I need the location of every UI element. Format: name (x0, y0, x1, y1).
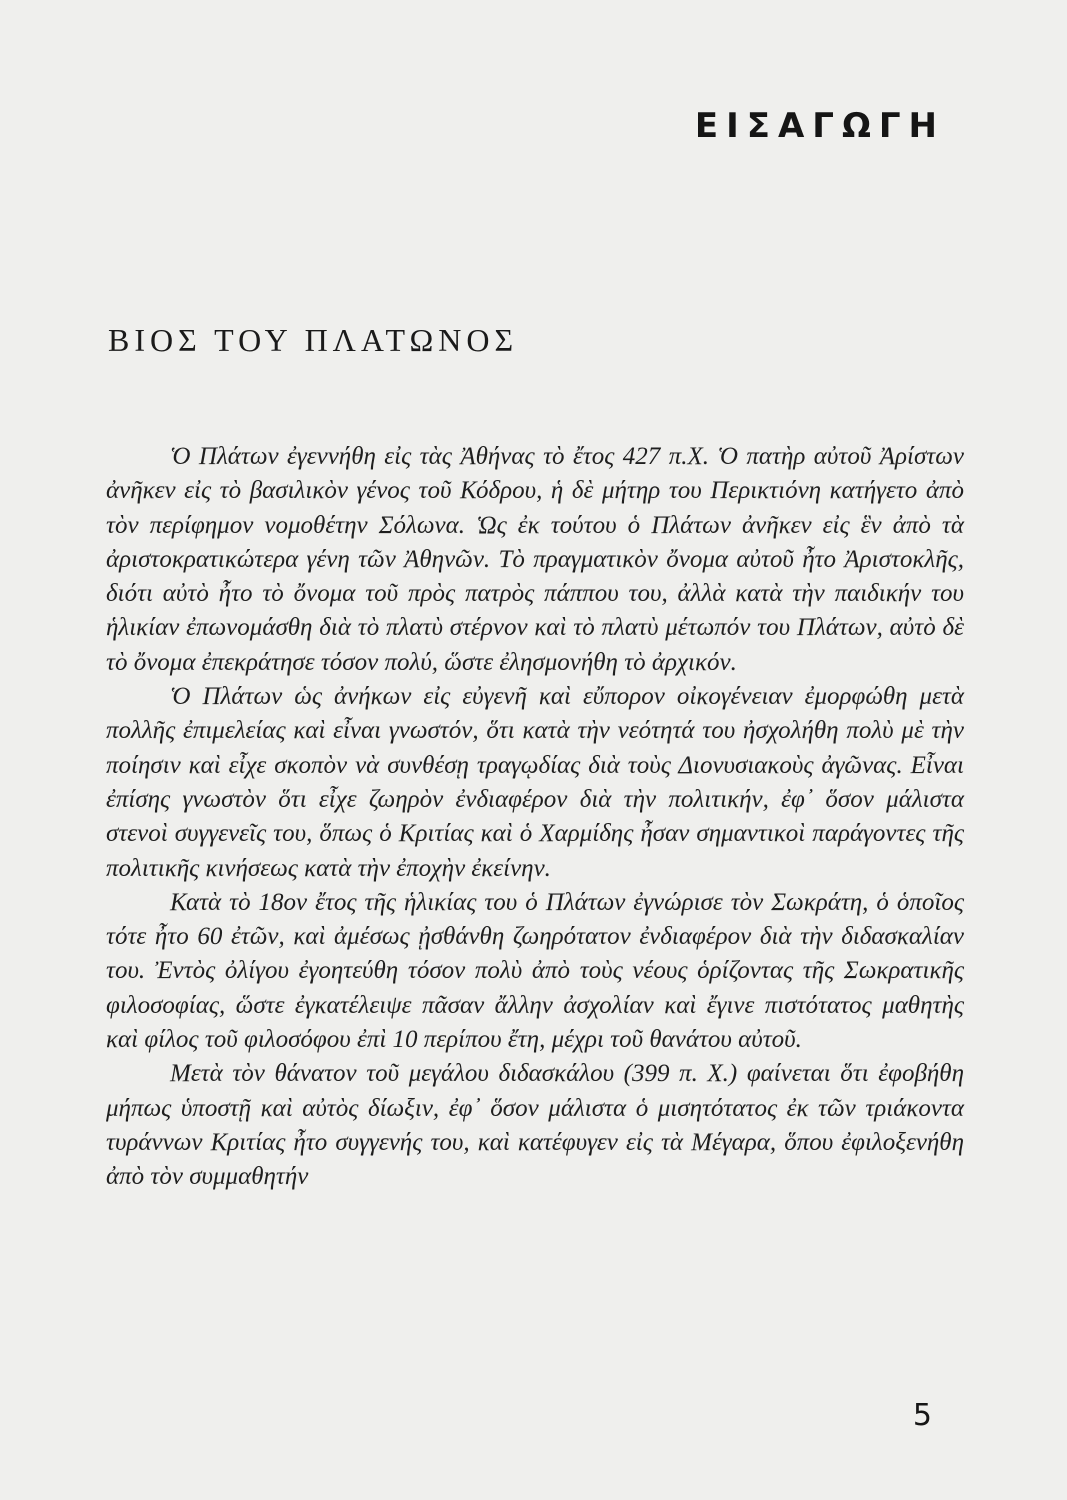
page-number: 5 (912, 1398, 932, 1433)
paragraph: Ὁ Πλάτων ὡς ἀνήκων εἰς εὐγενῆ καὶ εὔπορον οἰκογένειαν ἐμορφώθη μετὰ πολλῆς ἐπιμελείας καὶ εἶναι γνωστόν, ὅτι κατὰ τὴν νεότητά του ἠσχολήθη πολὺ μὲ τὴν ποίησιν καὶ εἶχε σκοπὸν νὰ συνθέσῃ τραγῳδίας διὰ τοὺς Διονυσιακοὺς ἀγῶνας. Εἶναι ἐπίσης γνωστὸν ὅτι εἶχε ζωηρὸν ἐνδιαφέρον διὰ τὴν πολιτικήν, ἐφ᾽ ὅσον μάλιστα στενοὶ συγγενεῖς του, ὅπως ὁ Κριτίας καὶ ὁ Χαρμίδης ἦσαν σημαντικοὶ παράγοντες τῆς πολιτικῆς κινήσεως κατὰ τὴν ἐποχὴν ἐκείνην. (106, 683, 964, 882)
paragraph: Κατὰ τὸ 18ον ἔτος τῆς ἡλικίας του ὁ Πλάτων ἐγνώρισε τὸν Σωκράτη, ὁ ὁποῖος τότε ἦτο 60 ἐτῶν, καὶ ἀμέσως ᾐσθάνθη ζωηρότατον ἐνδιαφέρον διὰ τὴν διδασκαλίαν του. Ἐντὸς ὀλίγου ἐγοητεύθη τόσον πολὺ ἀπὸ τοὺς νέους ὁρίζοντας τῆς Σωκρατικῆς φιλοσοφίας, ὥστε ἐγκατέλειψε πᾶσαν ἄλλην ἀσχολίαν καὶ ἔγινε πιστότατος μαθητὴς καὶ φίλος τοῦ φιλοσόφου ἐπὶ 10 περίπου ἔτη, μέχρι τοῦ θανάτου αὐτοῦ. (106, 888, 964, 1054)
paragraph: Μετὰ τὸν θάνατον τοῦ μεγάλου διδασκάλου (399 π. Χ.) φαίνεται ὅτι ἐφοβήθη μήπως ὑποστῇ καὶ αὐτὸς δίωξιν, ἐφ᾽ ὅσον μάλιστα ὁ μισητότατος ἐκ τῶν τριάκοντα τυράννων Κριτίας ἦτο συγγενής του, καὶ κατέφυγεν εἰς τὰ Μέγαρα, ὅπου ἐφιλοξενήθη ἀπὸ τὸν συμμαθητήν (106, 1060, 964, 1191)
paragraph: Ὁ Πλάτων ἐγεννήθη εἰς τὰς Ἀθήνας τὸ ἔτος 427 π.Χ. Ὁ πατὴρ αὐτοῦ Ἀρίστων ἀνῆκεν εἰς τὸ βασιλικὸν γένος τοῦ Κόδρου, ἡ δὲ μήτηρ του Περικτιόνη κατήγετο ἀπὸ τὸν περίφημον νομοθέτην Σόλωνα. Ὡς ἐκ τούτου ὁ Πλάτων ἀνῆκεν εἰς ἓν ἀπὸ τὰ ἀριστοκρατικώτερα γένη τῶν Ἀθηνῶν. Τὸ πραγματικὸν ὄνομα αὐτοῦ ἦτο Ἀριστοκλῆς, διότι αὐτὸ ἦτο τὸ ὄνομα τοῦ πρὸς πατρὸς πάππου του, ἀλλὰ κατὰ τὴν παιδικήν του ἡλικίαν ἐπωνομάσθη διὰ τὸ πλατὺ στέρνον καὶ τὸ πλατὺ μέτωπόν του Πλάτων, αὐτὸ δὲ τὸ ὄνομα ἐπεκράτησε τόσον πολύ, ὥστε ἐλησμονήθη τὸ ἀρχικόν. (106, 443, 964, 676)
chapter-heading: ΕΙΣΑΓΩΓΗ (694, 106, 945, 146)
body-text (106, 440, 964, 1195)
section-heading: ΒΙΟΣ ΤΟΥ ΠΛΑΤΩΝΟΣ (108, 322, 519, 358)
